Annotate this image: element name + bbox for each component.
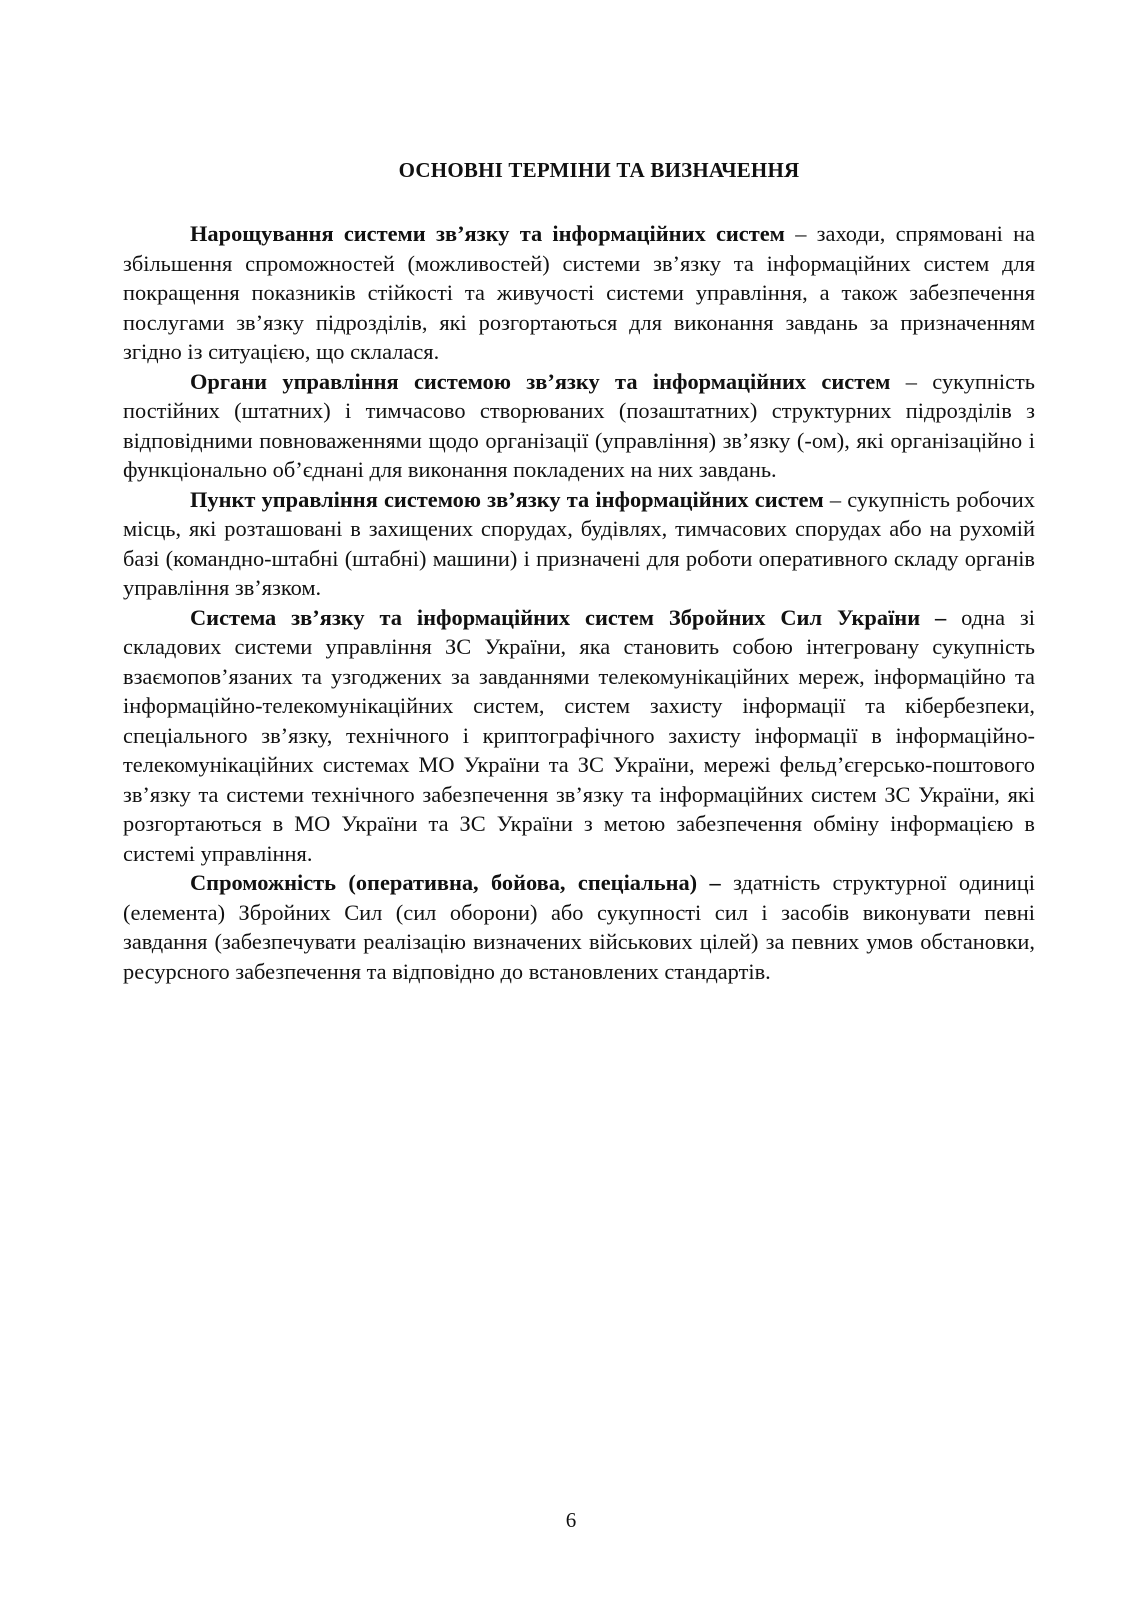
term-definition: здатність структурної одиниці (елемента) Збройних Сил (сил оборони) або сукупності сил і засобів виконувати певні завдання (забезпечувати реалізацію визначених військових цілей) за певних умов обстановки, ресурсного забезпечення та відповідно до встановлених стандартів. (123, 870, 1035, 984)
term-separator: – (890, 368, 933, 394)
term-name: Нарощування системи зв’язку та інформаційних систем (190, 221, 785, 246)
term-definition-communication-system (123, 603, 1035, 869)
term-separator: – (823, 486, 848, 512)
term-separator (721, 870, 733, 895)
term-definition-capacity-building (123, 219, 1035, 367)
term-name: Органи управління системою зв’язку та інформаційних систем (190, 368, 891, 394)
term-name: Пункт управління системою зв’язку та інформаційних систем (190, 486, 824, 512)
page-title: ОСНОВНІ ТЕРМІНИ ТА ВИЗНАЧЕННЯ (398, 158, 800, 182)
term-definition: сукупність робочих місць, які розташовані в захищених спорудах, будівлях, тимчасових спорудах або на рухомій базі (командно-штабні (штабні) машини) і призначені для роботи оперативного складу органів управління зв’язком. (123, 486, 1035, 600)
term-name: Спроможність (оперативна, бойова, спеціальна) – (190, 870, 721, 895)
terms-list (123, 219, 1035, 986)
term-definition: сукупність постійних (штатних) і тимчасово створюваних (позаштатних) структурних підрозділів з відповідними повноваженнями щодо організації (управління) зв’язку (-ом), які організаційно і функціонально об’єднані для виконання покладених на них завдань. (123, 368, 1036, 482)
term-definition-capability (123, 868, 1035, 986)
term-definition-management-bodies (123, 367, 1035, 485)
term-name: Система зв’язку та інформаційних систем Збройних Сил України – (190, 604, 947, 630)
page-number: 6 (565, 1508, 577, 1532)
term-separator: – (784, 221, 817, 246)
term-definition-control-point (123, 485, 1035, 603)
term-definition: одна зі складових системи управління ЗС України, яка становить собою інтегровану сукупність взаємопов’язаних та узгоджених за завданнями телекомунікаційних мереж, інформаційно та інформаційно-телекомунікаційних систем, систем захисту інформації та кібербезпеки, спеціального зв’язку, технічного і криптографічного захисту інформації в інформаційно-телекомунікаційних системах МО України та ЗС України, мережі фельд’єгерсько-поштового зв’язку та системи технічного забезпечення зв’язку та інформаційних систем ЗС України, які розгортаються в МО України та ЗС України з метою забезпечення обміну інформацією в системі управління. (123, 604, 1035, 866)
term-definition: заходи, спрямовані на збільшення спроможностей (можливостей) системи зв’язку та інформаційних систем для покращення показників стійкості та живучості системи управління, а також забезпечення послугами зв’язку підрозділів, які розгортаються для виконання завдань за призначенням згідно із ситуацією, що склалася. (123, 221, 1035, 364)
term-separator (946, 605, 961, 630)
